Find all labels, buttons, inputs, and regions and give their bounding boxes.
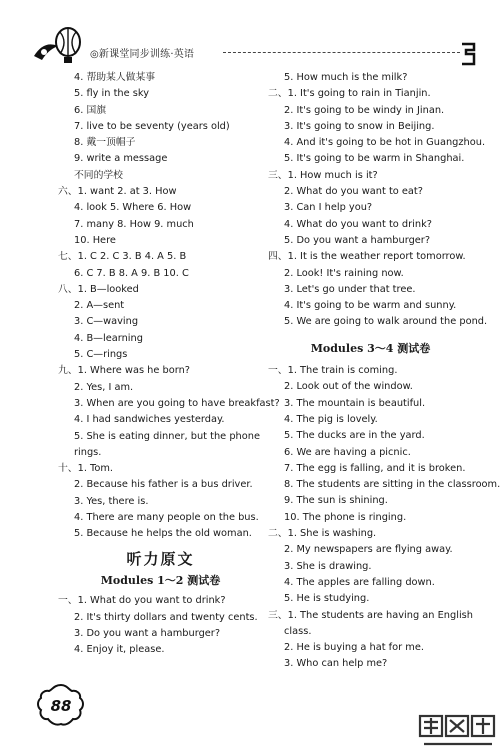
text-line: 6. 国旗: [74, 104, 107, 116]
text-line: 2. Look out of the window.: [284, 381, 413, 393]
text-line: 2. He is buying a hat for me.: [284, 642, 424, 654]
text-line: 6. C 7. B 8. A 9. B 10. C: [74, 267, 189, 279]
listening-list-left: [58, 593, 263, 658]
text-line: 4. The apples are falling down.: [284, 576, 435, 588]
header-title: ◎新课堂同步训练·英语: [90, 49, 195, 60]
text-line: 二、1. She is washing.: [268, 528, 377, 540]
text-line: 4. It's going to be warm and sunny.: [284, 300, 457, 312]
text-line: 8. The students are sitting in the classroom.: [284, 479, 500, 491]
text-line: 二、1. It's going to rain in Tianjin.: [268, 88, 431, 100]
text-line: 一、1. The train is coming.: [268, 365, 398, 377]
text-line: 3. The mountain is beautiful.: [284, 397, 426, 409]
text-line: 3. C—waving: [74, 316, 139, 328]
watermark-logo-icon: [418, 714, 498, 750]
text-line: 3. Let's go under that tree.: [284, 283, 416, 295]
text-line: 3. When are you going to have breakfast?: [74, 397, 280, 409]
text-line: 4. And it's going to be hot in Guangzhou.: [284, 137, 486, 149]
corner-decoration-icon: [458, 40, 478, 68]
right-column: [268, 70, 500, 673]
text-line: 3. Can I help you?: [284, 202, 373, 214]
text-line: 5. She is eating dinner, but the phone: [74, 430, 260, 442]
text-line: 八、1. B—looked: [58, 283, 139, 295]
text-line: 5. Do you want a hamburger?: [284, 234, 431, 246]
text-line: 5. He is studying.: [284, 593, 370, 605]
text-line: 6. We are having a picnic.: [284, 446, 411, 458]
text-line: 3. Who can help me?: [284, 658, 388, 670]
hot-air-balloon-logo-icon: [30, 26, 90, 66]
text-line: 三、1. The students are having an English: [268, 609, 473, 621]
text-line: rings.: [74, 446, 102, 458]
text-line: 10. The phone is ringing.: [284, 511, 407, 523]
text-line: 2. Yes, I am.: [74, 381, 134, 393]
left-column: [58, 70, 280, 658]
text-line: 4. Enjoy it, please.: [74, 644, 165, 656]
page-number-badge: [36, 682, 86, 728]
text-line: 2. My newspapers are flying away.: [284, 544, 453, 556]
text-line: 4. look 5. Where 6. How: [74, 202, 192, 214]
header-divider: [223, 52, 460, 53]
text-line: 7. The egg is falling, and it is broken.: [284, 462, 466, 474]
text-line: 2. What do you want to eat?: [284, 186, 423, 198]
text-line: 三、1. How much is it?: [268, 169, 378, 181]
text-line: 5. Because he helps the old woman.: [74, 528, 252, 540]
text-line: 六、1. want 2. at 3. How: [58, 186, 177, 198]
text-line: 5. How much is the milk?: [284, 72, 408, 83]
subsection-title-modules-1-2: Modules 1～2 测试卷: [100, 573, 221, 587]
text-line: 4. 帮助某人做某事: [74, 72, 156, 83]
text-line: 不同的学校: [74, 169, 123, 181]
text-line: 九、1. Where was he born?: [58, 365, 190, 377]
text-line: 4. What do you want to drink?: [284, 218, 432, 230]
text-line: 4. I had sandwiches yesterday.: [74, 414, 225, 426]
text-line: 4. The pig is lovely.: [284, 413, 378, 425]
text-line: 8. 戴一顶帽子: [74, 137, 136, 149]
listening-list-right-2: [268, 363, 500, 673]
text-line: 3. She is drawing.: [284, 560, 372, 572]
text-line: 3. Do you want a hamburger?: [74, 627, 221, 639]
text-line: 十、1. Tom.: [58, 463, 114, 475]
text-line: class.: [284, 625, 312, 637]
subsection-title-modules-3-4: Modules 3～4 测试卷: [310, 341, 431, 355]
text-line: 5. fly in the sky: [74, 88, 150, 100]
text-line: 2. It's thirty dollars and twenty cents.: [74, 611, 258, 623]
page-header: [0, 0, 500, 64]
text-line: 2. It's going to be windy in Jinan.: [284, 104, 445, 116]
section-title-listening: 听力原文: [126, 549, 195, 568]
text-line: 10. Here: [74, 234, 116, 246]
text-line: 3. It's going to snow in Beijing.: [284, 120, 435, 132]
listening-list-right: [268, 70, 488, 331]
text-line: 3. Yes, there is.: [74, 495, 149, 507]
text-line: 7. many 8. How 9. much: [74, 218, 194, 230]
text-line: 5. We are going to walk around the pond.: [284, 316, 488, 328]
text-line: 9. The sun is shining.: [284, 495, 388, 507]
text-line: 四、1. It is the weather report tomorrow.: [268, 251, 466, 263]
text-line: 一、1. What do you want to drink?: [58, 595, 226, 607]
answer-list-left: [58, 70, 280, 543]
text-line: 2. A—sent: [74, 300, 125, 312]
text-line: 9. write a message: [74, 153, 168, 165]
text-line: 4. B—learning: [74, 332, 143, 344]
page-number: 88: [50, 697, 72, 715]
text-line: 7. live to be seventy (years old): [74, 120, 230, 132]
text-line: 七、1. C 2. C 3. B 4. A 5. B: [58, 251, 187, 263]
text-line: 5. C—rings: [74, 349, 128, 361]
text-line: 5. It's going to be warm in Shanghai.: [284, 153, 465, 165]
text-line: 4. There are many people on the bus.: [74, 512, 259, 524]
text-line: 2. Because his father is a bus driver.: [74, 479, 253, 491]
text-line: 2. Look! It's raining now.: [284, 267, 404, 279]
text-line: 5. The ducks are in the yard.: [284, 430, 425, 442]
